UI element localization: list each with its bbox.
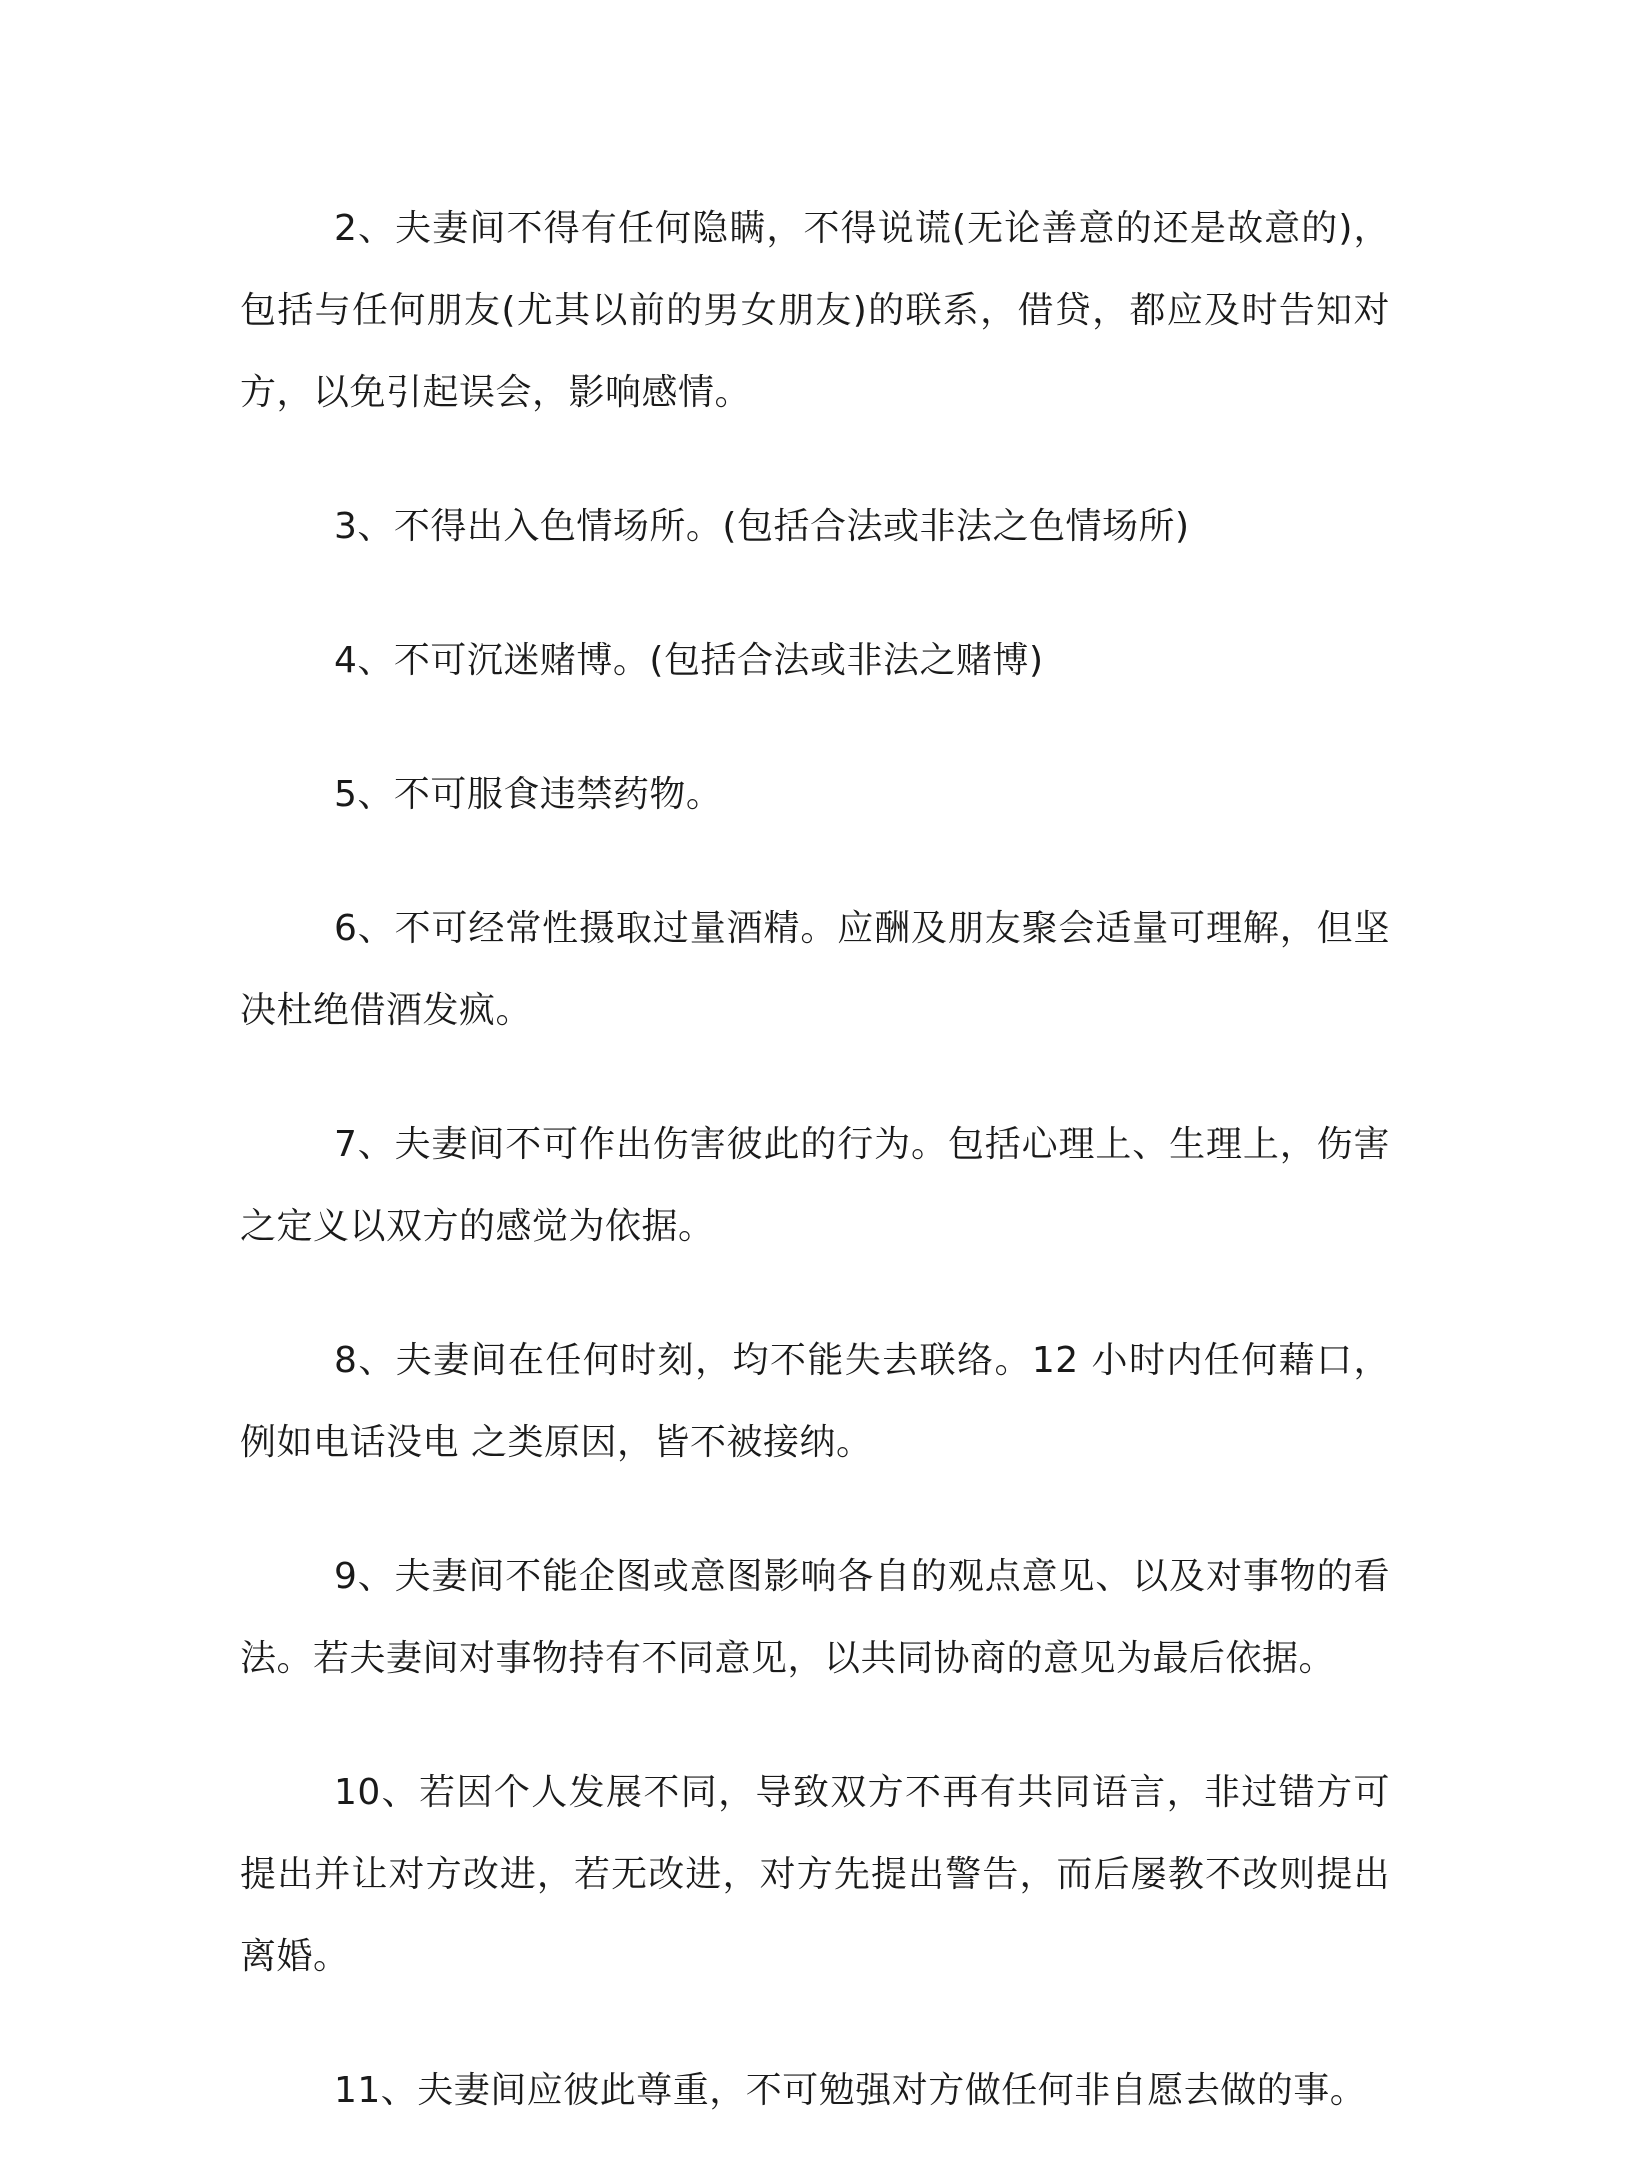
clause-7: 7、夫妻间不可作出伤害彼此的行为。包括心理上、生理上，伤害之定义以双方的感觉为依据。 — [240, 1124, 1390, 1247]
clause-9: 9、夫妻间不能企图或意图影响各自的观点意见、以及对事物的看法。若夫妻间对事物持有不同意见，以共同协商的意见为最后依据。 — [240, 1556, 1390, 1679]
clause-4: 4、不可沉迷赌博。(包括合法或非法之赌博) — [334, 640, 1044, 681]
clause-8: 8、夫妻间在任何时刻，均不能失去联络。12 小时内任何藉口，例如电话没电 之类原因，皆不被接纳。 — [240, 1340, 1390, 1463]
clause-6: 6、不可经常性摄取过量酒精。应酬及朋友聚会适量可理解，但坚决杜绝借酒发疯。 — [240, 908, 1390, 1031]
clause-5: 5、不可服食违禁药物。 — [334, 774, 723, 815]
document-body — [240, 188, 1390, 2184]
clause-3: 3、不得出入色情场所。(包括合法或非法之色情场所) — [334, 506, 1190, 547]
clause-10: 10、若因个人发展不同，导致双方不再有共同语言，非过错方可提出并让对方改进，若无改进，对方先提出警告，而后屡教不改则提出离婚。 — [240, 1772, 1390, 1977]
clause-11: 11、夫妻间应彼此尊重，不可勉强对方做任何非自愿去做的事。 — [334, 2070, 1367, 2111]
clause-2: 2、夫妻间不得有任何隐瞒，不得说谎(无论善意的还是故意的)，包括与任何朋友(尤其以前的男女朋友)的联系，借贷，都应及时告知对方，以免引起误会，影响感情。 — [240, 208, 1390, 413]
